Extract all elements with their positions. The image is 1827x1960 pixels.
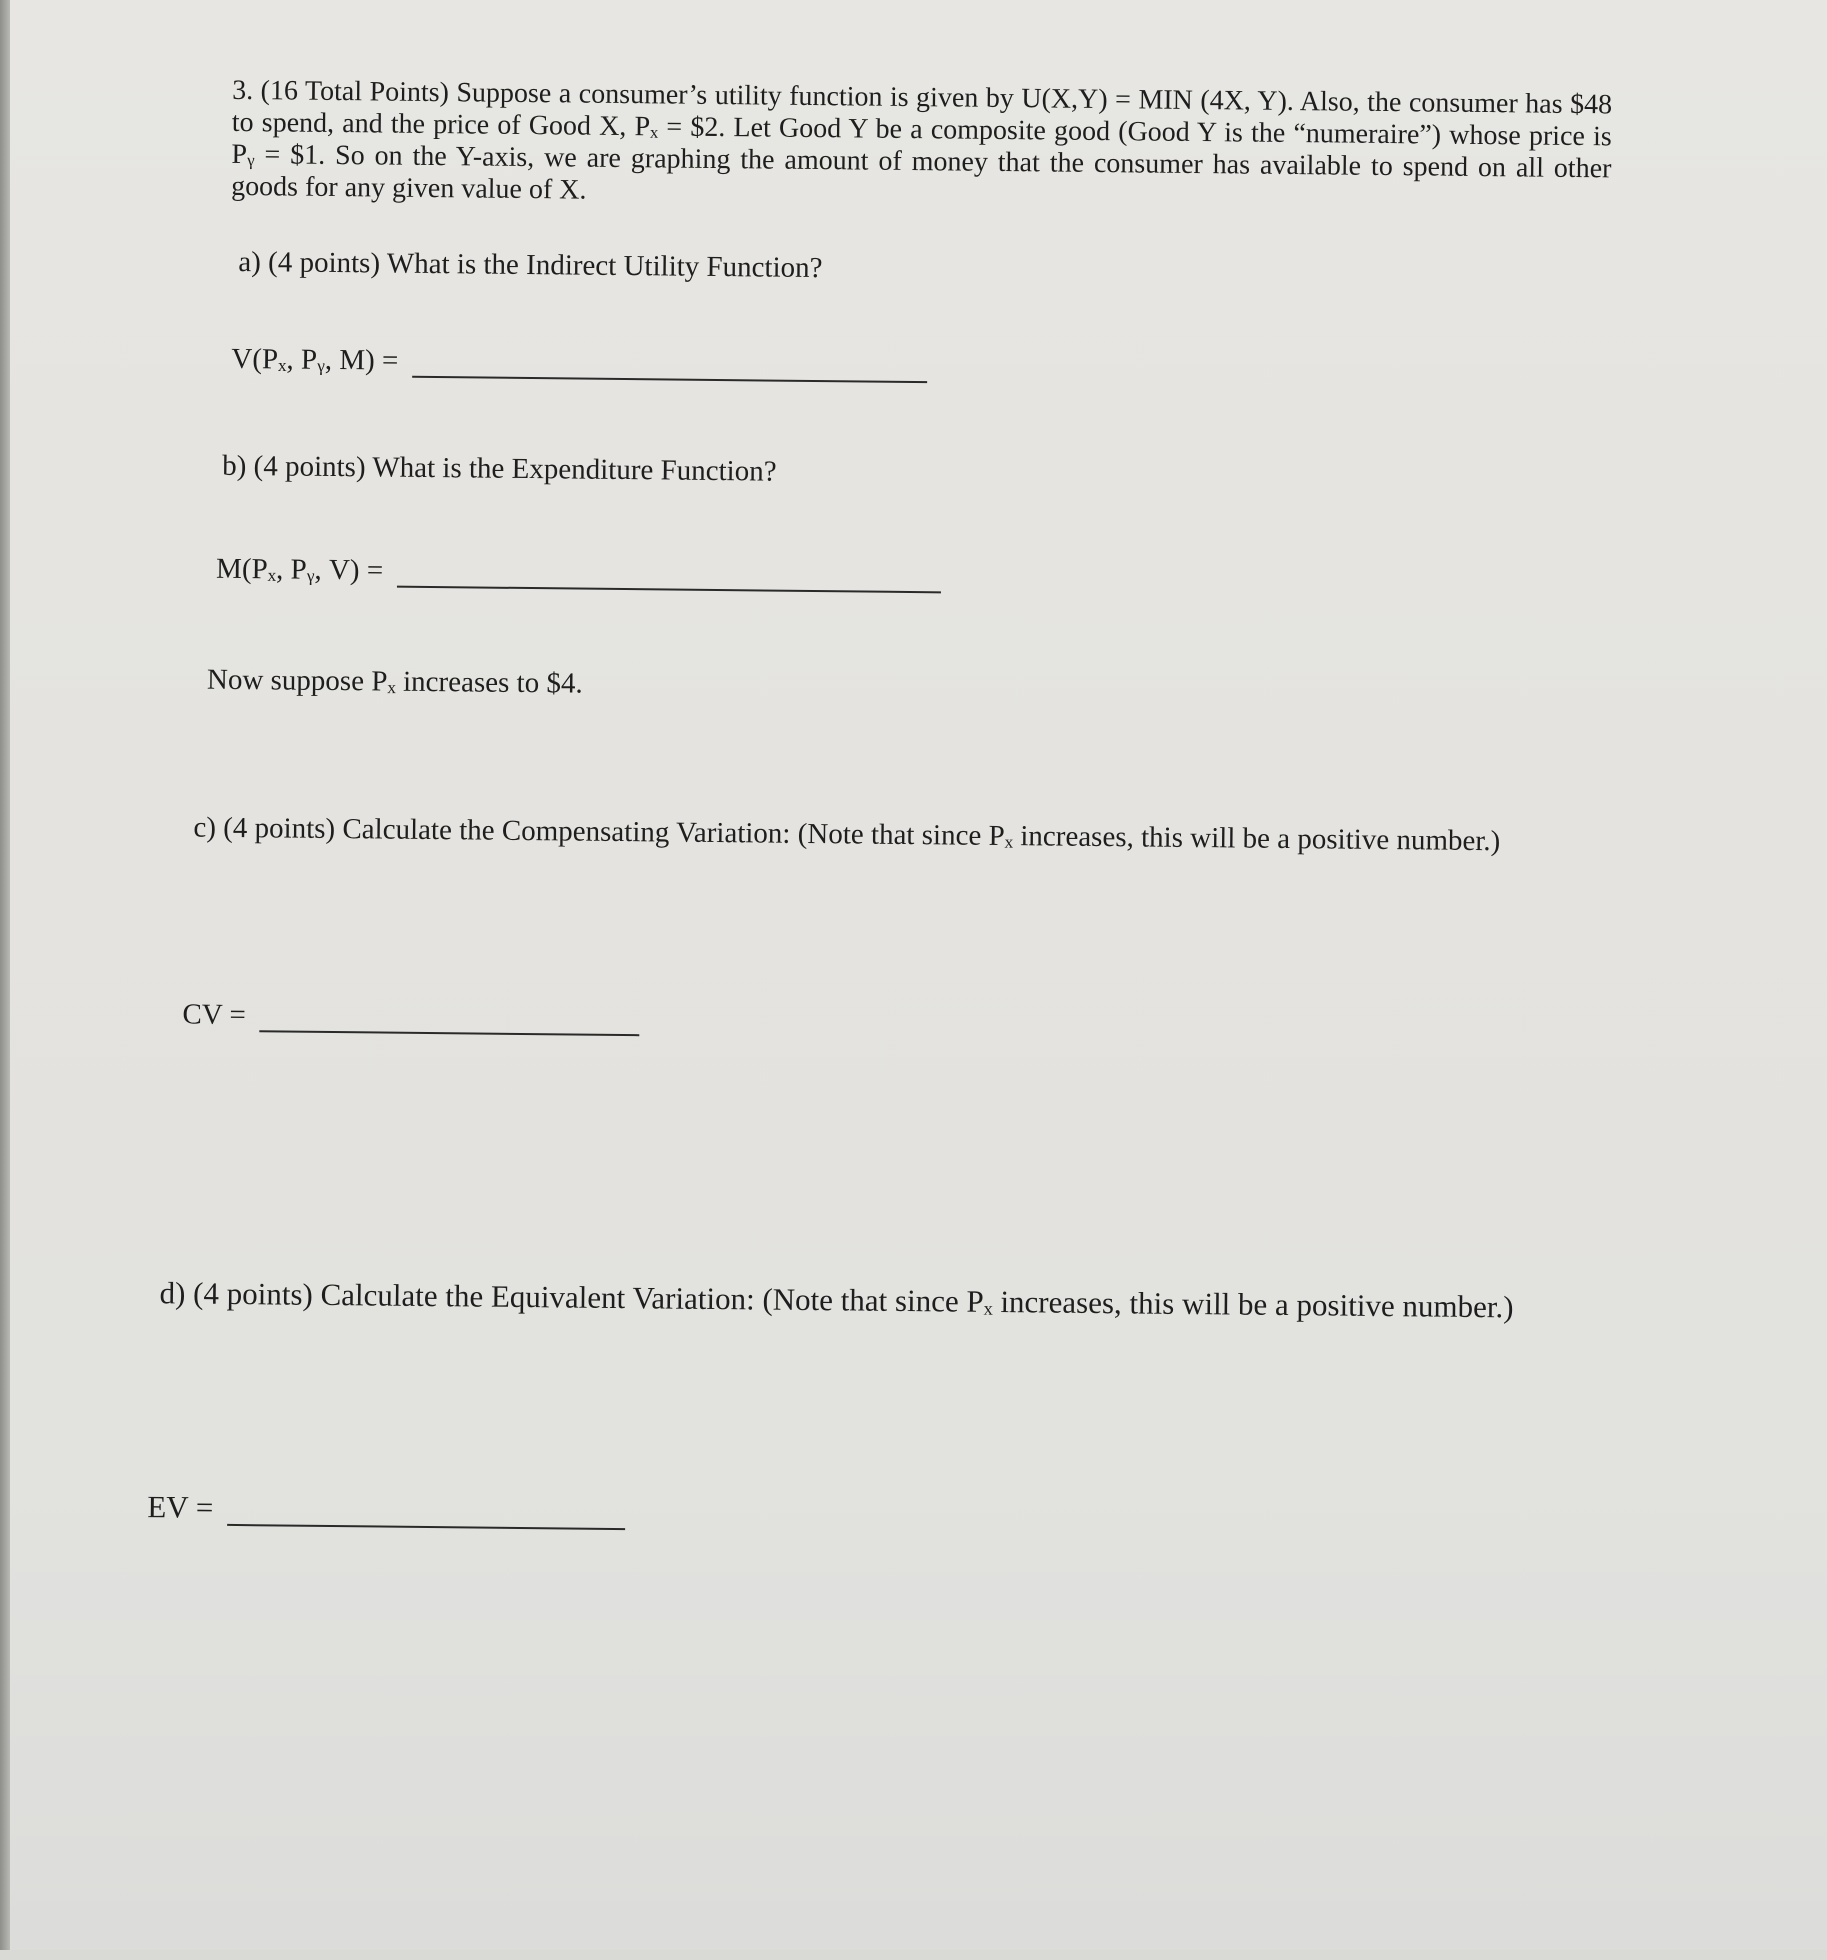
transition-text: Now suppose Pₓ increases to $4. [206,663,583,700]
part-b-answer-label: M(Pₓ, Pᵧ, V) = [215,552,384,587]
part-b-answer-blank[interactable] [397,562,941,594]
part-a-question: a) (4 points) What is the Indirect Utility Function? [238,245,823,285]
part-c-answer-label: CV = [182,998,247,1032]
part-a-answer-blank[interactable] [412,352,927,383]
part-c-answer-blank[interactable] [260,1006,640,1036]
part-a-answer-row [231,343,927,383]
problem-intro-text: 3. (16 Total Points) Suppose a consumer’s utility function is given by U(X,Y) = MIN (4X, Y). Also, the consumer has $48 to spend, and the price of Good X, Pₓ = $2. Let Good Y be a composite good (Good Y is the “numeraire”) whose price is Pᵧ = $1. So on the Y-axis, we are graphing the amount of money that the consumer has available to spend on all other goods for any given value of X. [230,74,1613,206]
part-c-answer-row [182,998,640,1036]
part-d-answer-blank[interactable] [227,1500,625,1530]
part-b-question: b) (4 points) What is the Expenditure Function? [222,449,777,488]
part-c-question: c) (4 points) Calculate the Compensating Variation: (Note that since Pₓ increases, this will be a positive number.) [193,811,1501,858]
part-d-question: d) (4 points) Calculate the Equivalent Variation: (Note that since Pₓ increases, this will be a positive number.) [159,1275,1514,1325]
part-d-answer-label: EV = [147,1489,214,1525]
part-d-answer-row [147,1489,625,1530]
worksheet-page [10,0,1827,1950]
part-b-answer-row [216,553,941,594]
problem-intro [231,75,1612,217]
part-a-answer-label: V(Pₓ, Pᵧ, M) = [231,342,399,377]
